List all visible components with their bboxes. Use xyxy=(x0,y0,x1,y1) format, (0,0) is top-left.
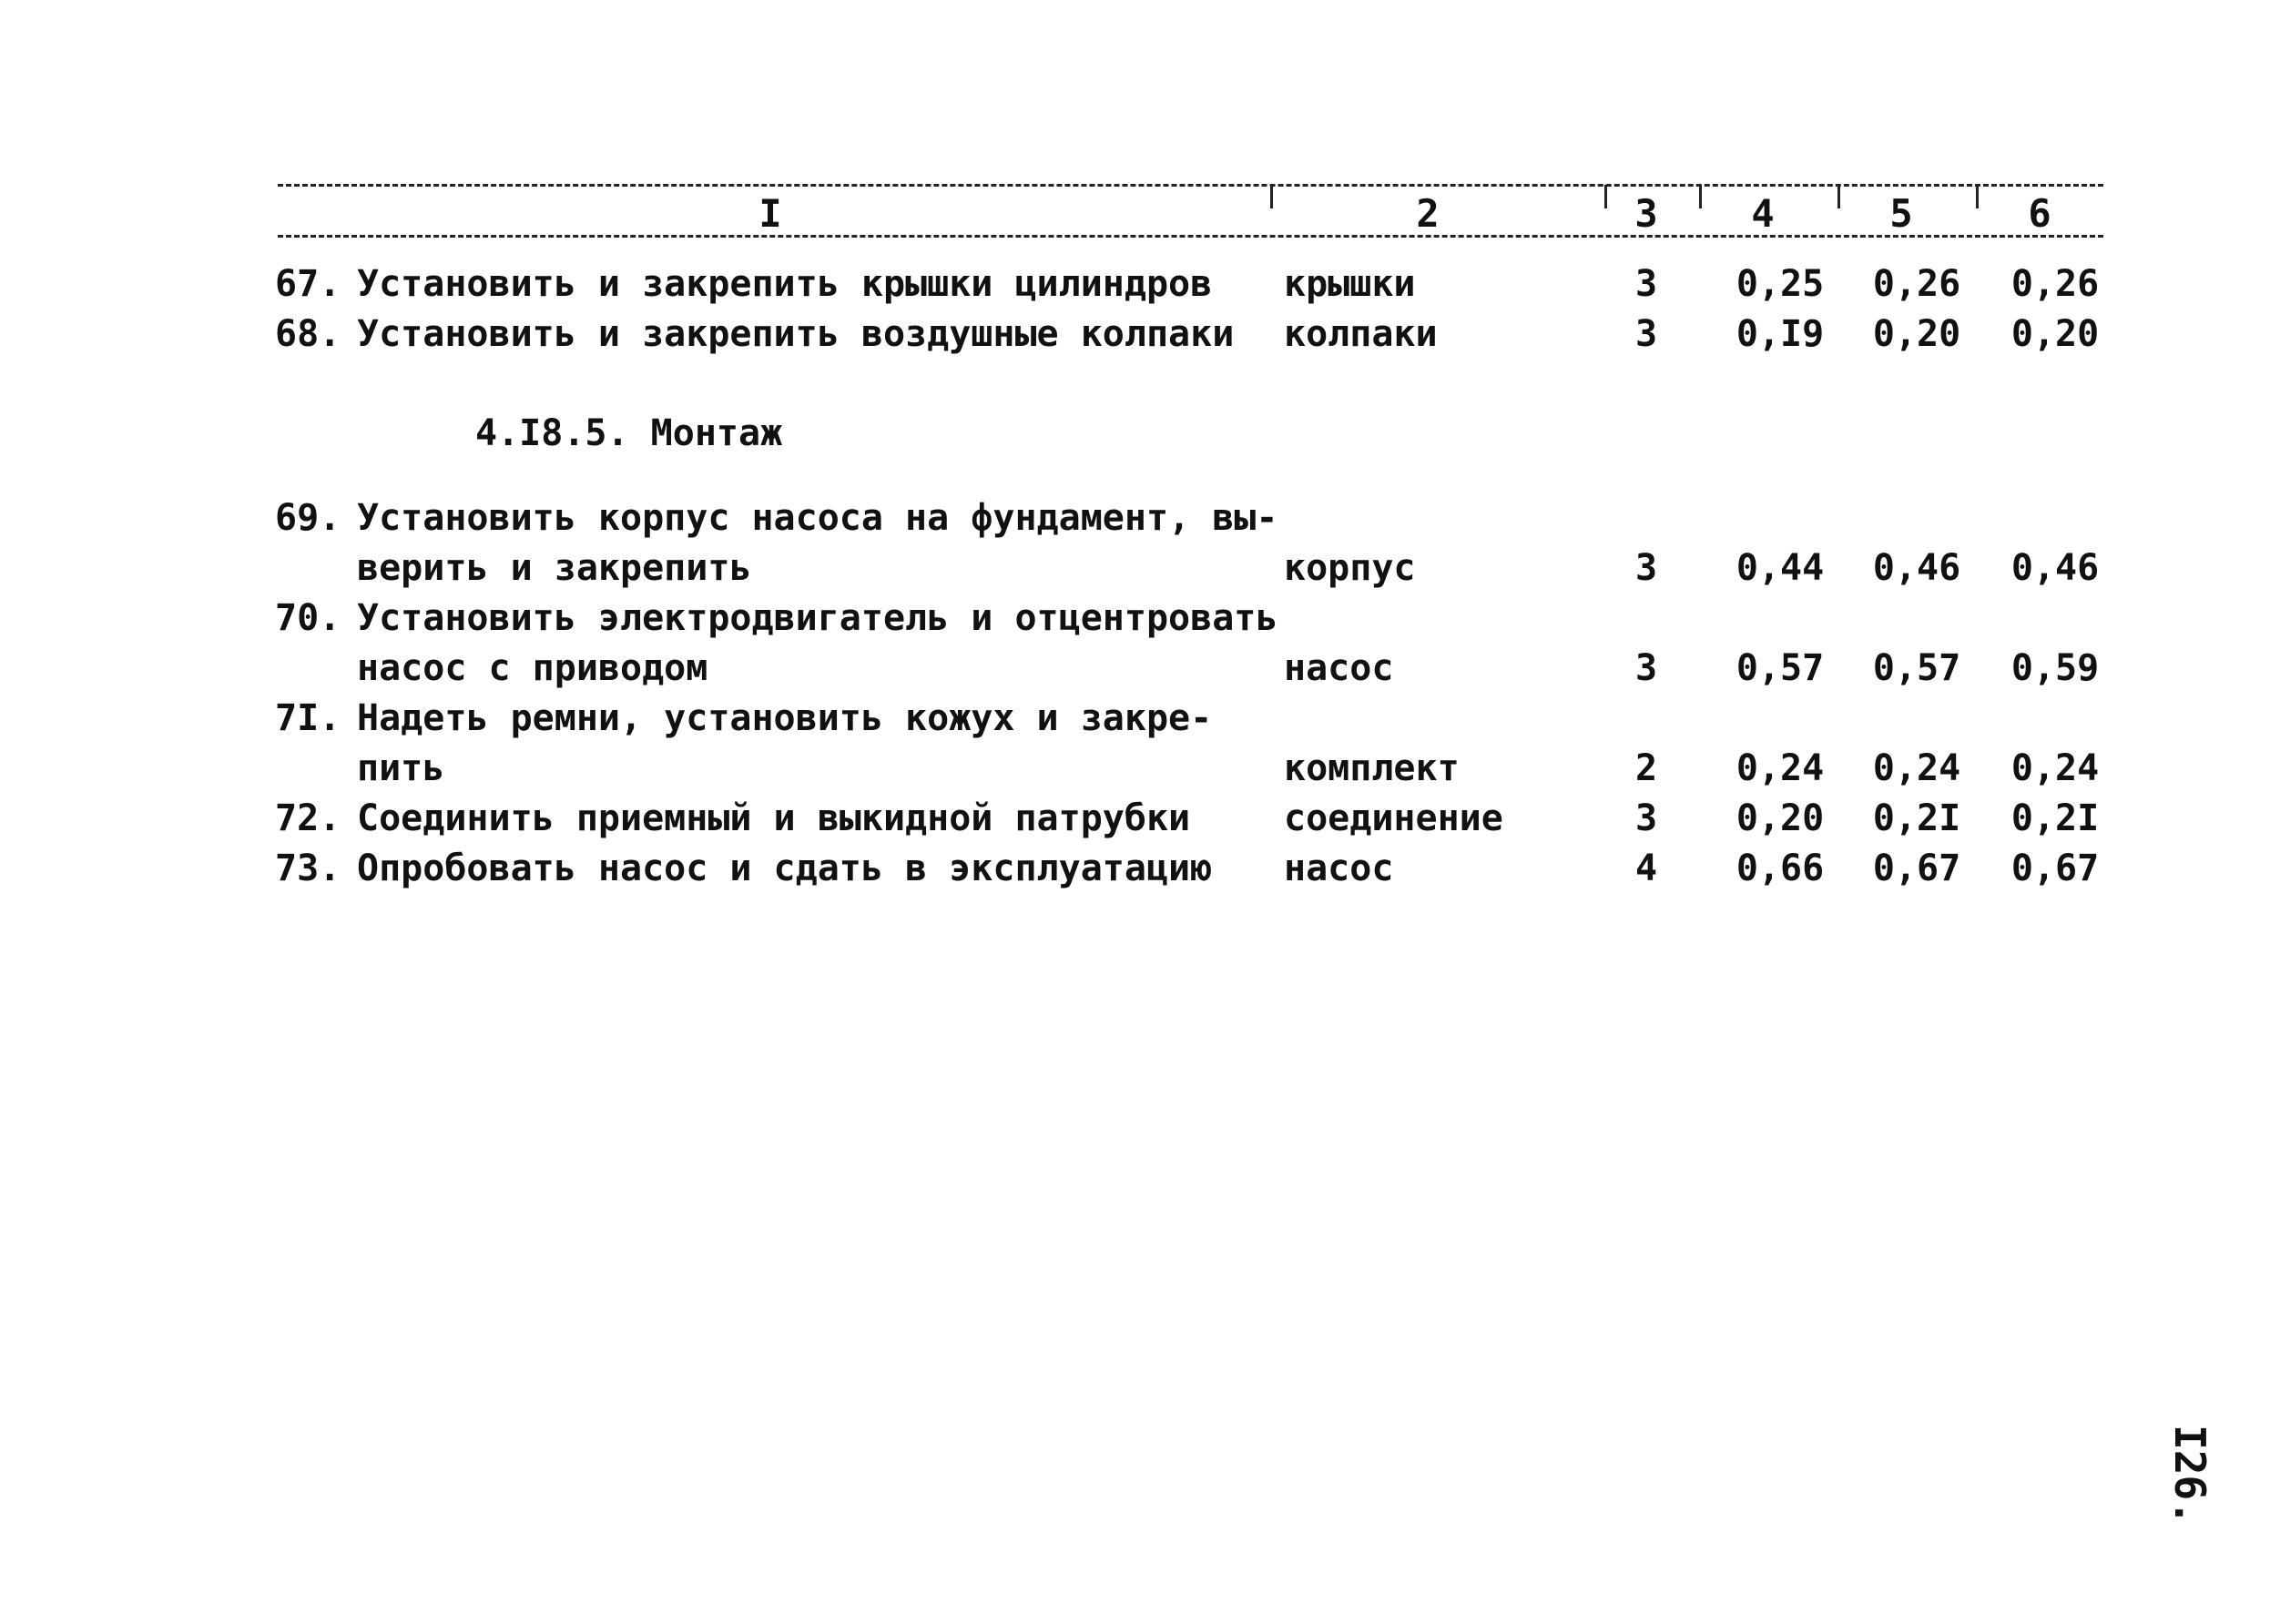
row-col5: 0,20 xyxy=(1872,313,1961,355)
row-col5: 0,57 xyxy=(1872,647,1961,689)
row-col6: 0,2I xyxy=(2010,797,2100,839)
row-col6: 0,46 xyxy=(2010,547,2100,589)
row-col3: 3 xyxy=(1634,263,1658,305)
row-description: Установить и закрепить крышки цилиндров xyxy=(357,263,1213,305)
header-bottom-rule xyxy=(278,235,2103,238)
row-description-line1: Установить электродвигатель и отцентровать xyxy=(357,597,1278,639)
column-header-2: 2 xyxy=(1416,191,1440,236)
row-col5: 0,24 xyxy=(1872,747,1961,789)
row-unit: насос xyxy=(1284,848,1394,889)
row-unit: колпаки xyxy=(1284,313,1438,355)
section-heading: 4.I8.5. Монтаж xyxy=(475,412,783,454)
row-description-line2: насос с приводом xyxy=(357,647,708,689)
row-number: 72. xyxy=(275,797,341,839)
row-col4: 0,66 xyxy=(1736,848,1825,889)
row-col5: 0,46 xyxy=(1872,547,1961,589)
row-col4: 0,24 xyxy=(1736,747,1825,789)
row-number: 70. xyxy=(275,597,341,639)
row-col4: 0,I9 xyxy=(1736,313,1825,355)
column-separator xyxy=(1976,185,1979,208)
row-col3: 4 xyxy=(1634,848,1658,889)
column-separator xyxy=(1699,185,1702,208)
column-header-3: 3 xyxy=(1634,191,1658,236)
row-col3: 3 xyxy=(1634,547,1658,589)
column-header-1: I xyxy=(758,191,782,236)
row-description-line1: Установить корпус насоса на фундамент, вы- xyxy=(357,497,1278,539)
row-col5: 0,67 xyxy=(1872,848,1961,889)
row-description: Опробовать насос и сдать в эксплуатацию xyxy=(357,848,1213,889)
row-unit: крышки xyxy=(1284,263,1416,305)
row-col6: 0,24 xyxy=(2010,747,2100,789)
row-col6: 0,26 xyxy=(2010,263,2100,305)
row-description: Установить и закрепить воздушные колпаки xyxy=(357,313,1235,355)
row-col3: 3 xyxy=(1634,797,1658,839)
row-number: 7I. xyxy=(275,697,341,739)
row-number: 67. xyxy=(275,263,341,305)
column-separator xyxy=(1270,185,1273,208)
row-col4: 0,25 xyxy=(1736,263,1825,305)
header-top-rule xyxy=(278,184,2103,187)
row-unit: комплект xyxy=(1284,747,1460,789)
row-col5: 0,2I xyxy=(1872,797,1961,839)
row-col3: 3 xyxy=(1634,313,1658,355)
column-separator xyxy=(1604,185,1607,208)
row-description-line2: верить и закрепить xyxy=(357,547,752,589)
row-col4: 0,20 xyxy=(1736,797,1825,839)
column-header-6: 6 xyxy=(2028,191,2051,236)
row-col6: 0,59 xyxy=(2010,647,2100,689)
row-col3: 3 xyxy=(1634,647,1658,689)
row-description-line1: Надеть ремни, установить кожух и закре- xyxy=(357,697,1213,739)
row-col4: 0,44 xyxy=(1736,547,1825,589)
row-description: Соединить приемный и выкидной патрубки xyxy=(357,797,1191,839)
row-col4: 0,57 xyxy=(1736,647,1825,689)
row-col5: 0,26 xyxy=(1872,263,1961,305)
row-number: 69. xyxy=(275,497,341,539)
column-separator xyxy=(1837,185,1840,208)
row-unit: соединение xyxy=(1284,797,1503,839)
row-col3: 2 xyxy=(1634,747,1658,789)
row-description-line2: пить xyxy=(357,747,445,789)
row-col6: 0,20 xyxy=(2010,313,2100,355)
row-col6: 0,67 xyxy=(2010,848,2100,889)
page-number: I26. xyxy=(2165,1425,2214,1526)
row-unit: насос xyxy=(1284,647,1394,689)
column-header-4: 4 xyxy=(1751,191,1775,236)
column-header-5: 5 xyxy=(1889,191,1913,236)
row-number: 73. xyxy=(275,848,341,889)
row-unit: корпус xyxy=(1284,547,1416,589)
row-number: 68. xyxy=(275,313,341,355)
